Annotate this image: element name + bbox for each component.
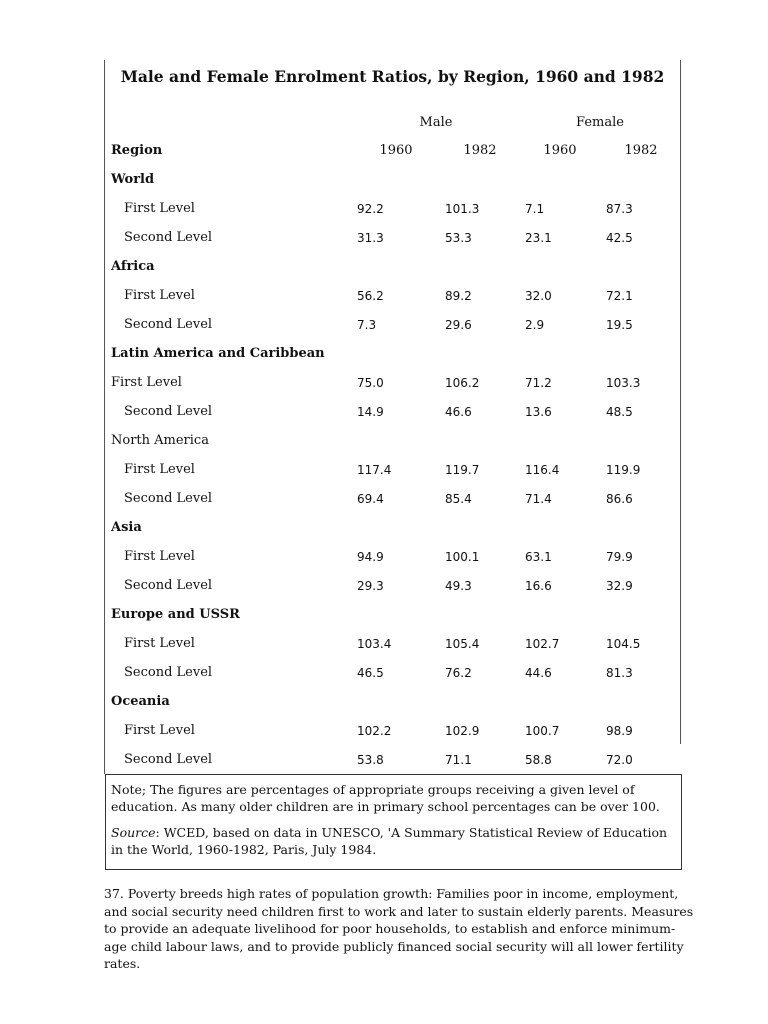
male-1982-value: 119.7: [445, 463, 480, 477]
level-label: First Level: [124, 723, 195, 738]
level-label: Second Level: [124, 404, 213, 419]
female-1960-value: 116.4: [525, 463, 560, 477]
level-label: Second Level: [124, 317, 213, 332]
level-label: First Level: [111, 375, 182, 390]
male-1960-value: 92.2: [357, 202, 384, 216]
level-label: First Level: [124, 636, 195, 651]
male-1982-value: 49.3: [445, 579, 472, 593]
region-label: North America: [111, 433, 209, 448]
level-row: [0, 665, 768, 694]
level-row: [0, 491, 768, 520]
female-1960-value: 58.8: [525, 753, 552, 767]
female-1982-value: 42.5: [606, 231, 633, 245]
female-1960-value: 2.9: [525, 318, 545, 332]
level-label: First Level: [124, 462, 195, 477]
level-row: [0, 288, 768, 317]
female-1982-value: 72.0: [606, 753, 633, 767]
table-source: [111, 824, 675, 858]
male-1982-header: 1982: [463, 143, 497, 158]
level-label: Second Level: [124, 665, 213, 680]
female-1960-value: 63.1: [525, 550, 552, 564]
body-paragraph: 37. Poverty breeds high rates of population growth: Families poor in income, employment, and social security need children first to work and later to sustain elderly parents. Measures to provide an adequate livelihood for poor households, to establish and enforce minimum-age child labour laws, and to provide publicly financed social security will all lower fertility rates.: [104, 886, 694, 971]
male-1982-value: 76.2: [445, 666, 472, 680]
region-row: [0, 433, 768, 462]
level-label: Second Level: [124, 491, 213, 506]
region-row: [0, 346, 768, 375]
level-row: [0, 201, 768, 230]
level-label: Second Level: [124, 752, 213, 767]
female-1982-value: 19.5: [606, 318, 633, 332]
female-1982-value: 48.5: [606, 405, 633, 419]
region-label: Europe and USSR: [111, 607, 240, 622]
male-1982-value: 102.9: [445, 724, 480, 738]
region-row: [0, 172, 768, 201]
female-1982-header: 1982: [624, 143, 658, 158]
male-1960-value: 69.4: [357, 492, 384, 506]
female-1982-value: 119.9: [606, 463, 641, 477]
male-1960-value: 102.2: [357, 724, 392, 738]
male-1960-value: 29.3: [357, 579, 384, 593]
female-1960-value: 23.1: [525, 231, 552, 245]
table-note-box: [105, 774, 682, 870]
male-1960-value: 103.4: [357, 637, 392, 651]
region-column-header: Region: [111, 143, 163, 158]
female-1982-value: 32.9: [606, 579, 633, 593]
female-1960-value: 13.6: [525, 405, 552, 419]
female-1982-value: 86.6: [606, 492, 633, 506]
male-1982-value: 106.2: [445, 376, 480, 390]
male-1960-value: 31.3: [357, 231, 384, 245]
source-text: : WCED, based on data in UNESCO, 'A Summary Statistical Review of Education in the World, 1960-1982, Paris, July 1984.: [111, 825, 668, 857]
female-1960-value: 16.6: [525, 579, 552, 593]
female-1960-value: 102.7: [525, 637, 560, 651]
male-1982-value: 53.3: [445, 231, 472, 245]
region-row: [0, 694, 768, 723]
male-1960-value: 53.8: [357, 753, 384, 767]
level-row: [0, 375, 768, 404]
female-1960-header: 1960: [543, 143, 577, 158]
region-row: [0, 259, 768, 288]
level-row: [0, 578, 768, 607]
region-label: Africa: [111, 259, 155, 274]
female-1960-value: 44.6: [525, 666, 552, 680]
female-1982-value: 98.9: [606, 724, 633, 738]
female-1982-value: 87.3: [606, 202, 633, 216]
male-1960-value: 117.4: [357, 463, 392, 477]
region-label: World: [111, 172, 155, 187]
region-label: Latin America and Caribbean: [111, 346, 325, 361]
male-1960-value: 7.3: [357, 318, 377, 332]
male-1982-value: 46.6: [445, 405, 472, 419]
female-1982-value: 104.5: [606, 637, 641, 651]
source-label: Source: [111, 825, 156, 840]
female-1982-value: 79.9: [606, 550, 633, 564]
level-label: First Level: [124, 201, 195, 216]
male-1982-value: 101.3: [445, 202, 480, 216]
region-row: [0, 520, 768, 549]
female-1982-value: 72.1: [606, 289, 633, 303]
region-row: [0, 607, 768, 636]
level-label: First Level: [124, 549, 195, 564]
female-1960-value: 71.2: [525, 376, 552, 390]
female-1960-value: 100.7: [525, 724, 560, 738]
level-row: [0, 317, 768, 346]
female-1982-value: 103.3: [606, 376, 641, 390]
female-1960-value: 7.1: [525, 202, 545, 216]
female-column-group-header: Female: [576, 115, 624, 130]
male-1960-value: 75.0: [357, 376, 384, 390]
male-1960-value: 46.5: [357, 666, 384, 680]
male-1982-value: 100.1: [445, 550, 480, 564]
male-1960-header: 1960: [379, 143, 413, 158]
level-row: [0, 636, 768, 665]
male-1982-value: 89.2: [445, 289, 472, 303]
male-1960-value: 56.2: [357, 289, 384, 303]
male-1982-value: 71.1: [445, 753, 472, 767]
female-1960-value: 71.4: [525, 492, 552, 506]
level-row: [0, 549, 768, 578]
male-column-group-header: Male: [419, 115, 453, 130]
table-title: Male and Female Enrolment Ratios, by Region, 1960 and 1982: [120, 67, 665, 86]
male-1982-value: 29.6: [445, 318, 472, 332]
male-1982-value: 85.4: [445, 492, 472, 506]
level-label: First Level: [124, 288, 195, 303]
male-1960-value: 94.9: [357, 550, 384, 564]
level-row: [0, 462, 768, 491]
level-row: [0, 723, 768, 752]
male-1960-value: 14.9: [357, 405, 384, 419]
table-note: Note; The figures are percentages of appropriate groups receiving a given level of education. As many older children are in primary school percentages can be over 100.: [111, 782, 660, 814]
region-label: Asia: [111, 520, 142, 535]
female-1982-value: 81.3: [606, 666, 633, 680]
female-1960-value: 32.0: [525, 289, 552, 303]
level-label: Second Level: [124, 230, 213, 245]
level-row: [0, 404, 768, 433]
level-row: [0, 230, 768, 259]
region-label: Oceania: [111, 694, 170, 709]
level-label: Second Level: [124, 578, 213, 593]
male-1982-value: 105.4: [445, 637, 480, 651]
